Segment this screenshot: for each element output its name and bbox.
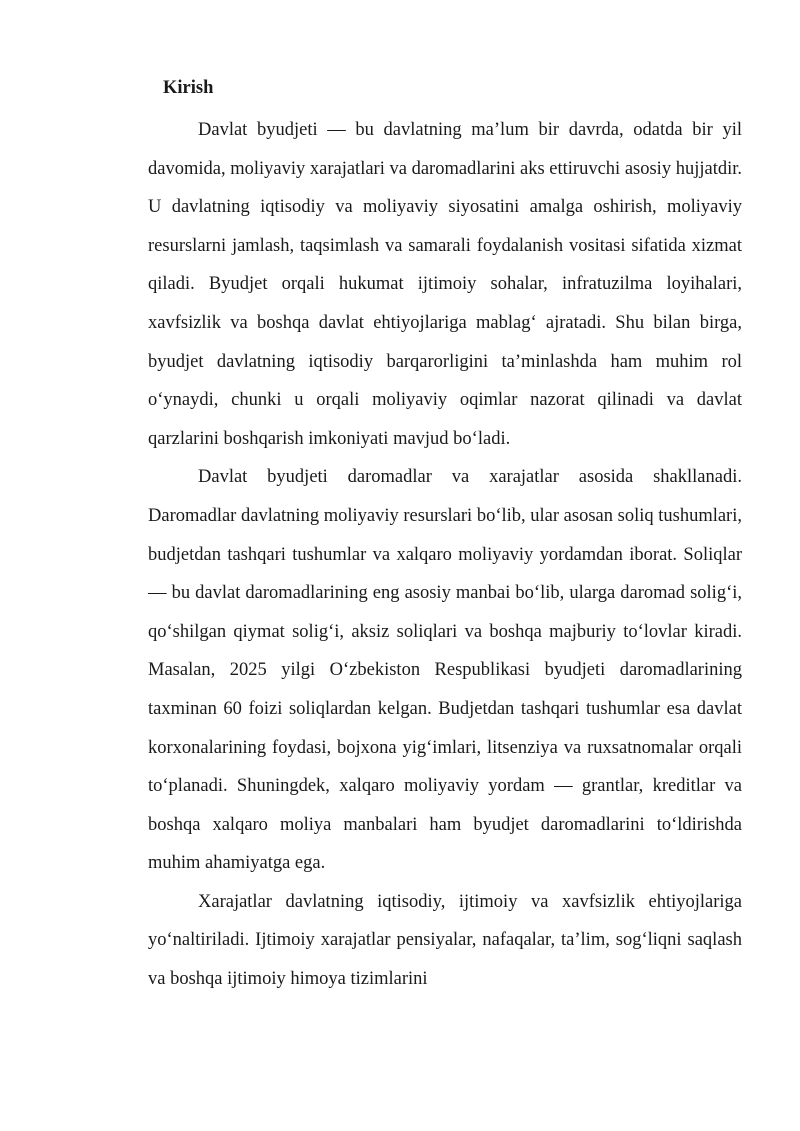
paragraph-3: Xarajatlar davlatning iqtisodiy, ijtimoiy va xavfsizlik ehtiyojlariga yo‘naltiriladi. Ijtimoiy xarajatlar pensiyalar, nafaqalar, ta’lim, sog‘liqni saqlash va boshqa ijtimoiy himoya tizimlarini bbox=[148, 891, 742, 990]
paragraph-2: Davlat byudjeti daromadlar va xarajatlar asosida shakllanadi. Daromadlar davlatning moliyaviy resurslari bo‘lib, ular asosan soliq tushumlari, budjetdan tashqari tushumlar va xalqaro moliyaviy yordamdan iborat. Soliqlar — bu davlat daromadlarining eng asosiy manbai bo‘lib, ularga daromad solig‘i, qo‘shilgan qiymat solig‘i, aksiz soliqlari va boshqa majburiy to‘lovlar kiradi. Masalan, 2025 yilgi O‘zbekiston Respublikasi byudjeti daromadlarining taxminan 60 foizi soliqlardan kelgan. Budjetdan tashqari tushumlar esa davlat korxonalarining foydasi, bojxona yig‘imlari, litsenziya va ruxsatnomalar orqali to‘planadi. Shuningdek, xalqaro moliyaviy yordam — grantlar, kreditlar va boshqa xalqaro moliya manbalari ham byudjet daromadlarini to‘ldirishda muhim ahamiyatga ega. bbox=[148, 467, 742, 874]
paragraph-1: Davlat byudjeti — bu davlatning ma’lum bir davrda, odatda bir yil davomida, moliyaviy xarajatlari va daromadlarini aks ettiruvchi asosiy hujjatdir. U davlatning iqtisodiy va moliyaviy siyosatini amalga oshirish, moliyaviy resurslarni jamlash, taqsimlash va samarali foydalanish vositasi sifatida xizmat qiladi. Byudjet orqali hukumat ijtimoiy sohalar, infratuzilma loyihalari, xavfsizlik va boshqa davlat ehtiyojlariga mablag‘ ajratadi. Shu bilan birga, byudjet davlatning iqtisodiy barqarorligini ta’minlashda ham muhim rol o‘ynaydi, chunki u orqali moliyaviy oqimlar nazorat qilinadi va davlat qarzlarini boshqarish imkoniyati mavjud bo‘ladi. bbox=[148, 120, 742, 449]
body-text bbox=[148, 111, 742, 999]
section-heading: Kirish bbox=[163, 78, 214, 98]
